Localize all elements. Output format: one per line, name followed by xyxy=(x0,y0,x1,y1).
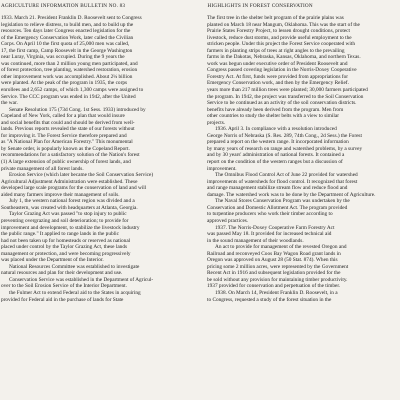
text-line: National Resources Committee was established to investigate xyxy=(9,263,140,270)
text-line: for improving it. The Forest Service therefore prepared and xyxy=(1,132,127,139)
text-line: provided for Federal aid in the purchase of lands for State xyxy=(1,296,124,303)
text-line: George Norris of Nebraska (S. Res. 289, 74th Cong., 2d Sess.) the Forest xyxy=(207,132,362,139)
text-line: Service to be continued as an activity of the soil conservation districts. xyxy=(207,100,357,107)
text-line: Recent Act in 1916 and subsequent legislation provided for the xyxy=(207,270,341,277)
text-line: and by 30 years' administration of national forests. It contained a xyxy=(207,152,345,159)
text-columns xyxy=(0,15,400,303)
header-left: AGRICULTURE INFORMATION BULLETIN NO. 83 xyxy=(1,3,126,9)
text-line: Conservation Service was established in the Department of Agricul- xyxy=(9,276,154,283)
text-line: farms in the Dakotas, Nebraska, Kansas, Oklahoma, and northern Texas. xyxy=(207,54,361,61)
text-line: other improvement work was accomplished. About 2¼ billion xyxy=(1,73,133,80)
text-line: other countries to study the shelter belts with a view to similar xyxy=(207,113,339,120)
text-line: be sold without any provision for maintaining timber productivity. xyxy=(207,276,348,283)
text-line: preventing overgrazing and soil deterioration; to provide for xyxy=(1,217,129,224)
text-line: natural resources and plan for their development and use. xyxy=(1,270,123,277)
text-line: improvements of watersheds for flood control. It recognized that forest xyxy=(207,178,358,185)
text-line: (1) A large extension of public ownership of forest lands, and xyxy=(1,159,131,166)
right-column xyxy=(195,15,400,303)
text-line: Taylor Grazing Act was passed "to stop injury to public xyxy=(9,211,127,218)
text-line: Conservation and Domestic Allotment Act. The program provided xyxy=(207,204,348,211)
text-line: was placed under the Department of the Interior. xyxy=(1,257,104,264)
text-line: planted on March 18 near Mangum, Oklahoma. This was the start of the xyxy=(207,21,360,28)
text-line: enrollees and 2,652 camps, of which 1,300 camps were assigned to xyxy=(1,87,144,94)
text-line: The Naval Stores Conservation Program was undertaken by the xyxy=(215,198,350,205)
text-line: and social benefits that could and should be derived from well- xyxy=(1,119,135,126)
text-line: projects. xyxy=(207,119,226,126)
text-line: by many years of research on range and watershed problems, by a survey xyxy=(207,145,363,152)
text-line: pricing some 2 million acres, were represented by the Government xyxy=(207,263,349,270)
text-line: damage. The watershed work was to be done by the Department of Agriculture. xyxy=(207,191,376,198)
text-line: developed large scale programs for the conservation of land and will xyxy=(1,185,147,192)
text-line: years more than 217 million trees were planted; 30,000 farmers participated xyxy=(207,87,368,94)
text-line: Forestry Act. At first, funds were provided from appropriations for xyxy=(207,73,349,80)
text-line: had not been taken up for homesteads or reserved as national xyxy=(1,237,131,244)
text-line: 1937 provided for conservation and perpetuation of the timber. xyxy=(207,283,341,290)
left-column xyxy=(0,15,195,303)
text-line: report on the condition of the western ranges but a discussion of xyxy=(207,159,343,166)
text-line: were planted. At the peak of the program in 1935, the corps xyxy=(1,80,128,87)
running-header xyxy=(0,3,400,15)
text-line: by Senate order, is popularly known as the Copeland Report. xyxy=(1,145,130,152)
text-line: private management of all forest lands. xyxy=(1,165,84,172)
text-line: 1937. The Norris-Doxey Cooperative Farm Forestry Act xyxy=(215,224,335,231)
text-line: Agricultural Adjustment Administration were established. These xyxy=(1,178,138,185)
text-line: recommendations for a satisfactory solution of the Nation's forest xyxy=(1,152,140,159)
text-line: 1938. On March 14, President Franklin D. Roosevelt, in a xyxy=(215,289,338,296)
text-line: 1933. March 21. President Franklin D. Roosevelt sent to Congress xyxy=(1,15,142,21)
text-line: Congress passed covering legislation in the Norris-Doxey Cooperative xyxy=(207,67,357,74)
text-line: the public range." It applied to range lands in the public xyxy=(1,231,119,238)
text-line: management or protection, and were becoming progressively xyxy=(1,250,131,257)
text-line: the war. xyxy=(1,100,18,107)
text-line: near Luray, Virginia, was occupied. During the 9 years the xyxy=(1,54,125,61)
text-line: July 1, the western national forest region was divided and a xyxy=(9,198,135,205)
text-line: the program. In 1942, the project was transferred to the Soil Conservation xyxy=(207,93,364,100)
text-line: livestock, reduce dust storms, and provide useful employment to the xyxy=(207,34,352,41)
text-line: work was begun under executive order of President Roosevelt and xyxy=(207,60,348,67)
text-line: of the Emergency Conservation Work, later called the Civilian xyxy=(1,34,134,41)
text-line: and range management stabilize stream flow and reduce flood and xyxy=(207,185,348,192)
text-line: aided many farmers improve their management of soils. xyxy=(1,191,120,198)
text-line: The Omnibus Flood Control Act of June 22 provided for watershed xyxy=(215,172,358,179)
text-line: Emergency Conservation work, and then by the Emergency Relief. xyxy=(207,80,349,87)
text-line: improvement. xyxy=(207,165,237,172)
text-line: approved practices. xyxy=(207,217,249,224)
text-line: Senate Resolution 175 (73d Cong. 1st Sess. 1933) introduced by xyxy=(9,106,146,113)
text-line: over to the Soil Erosion Service of the Interior Department. xyxy=(1,283,127,290)
text-line: farmers in planting strips of trees at right angles to the prevailing xyxy=(207,47,345,54)
text-line: to Congress, requested a study of the forest situation in the xyxy=(207,296,332,303)
text-line: Prairie States Forestry Project, to lessen drought conditions, protect xyxy=(207,28,350,35)
header-right: HIGHLIGHTS IN FOREST CONSERVATION xyxy=(207,3,313,9)
text-line: 17, the first camp, Camp Roosevelt in the George Washington xyxy=(1,47,133,54)
text-line: in the sound management of their woodlands. xyxy=(207,237,304,244)
text-line: Service. The CCC program was ended in 1942, after the United xyxy=(1,93,136,100)
text-line: prepared a report on the western range. It incorporated information xyxy=(207,139,349,146)
text-line: was continued, more than 2 million young men participated, and xyxy=(1,60,138,67)
text-line: was passed May 18. It provided for increased technical aid xyxy=(207,231,332,238)
text-line: benefits have already been derived from the program. Men from xyxy=(207,106,344,113)
text-line: 1936. April 3. In compliance with a resolution introduced xyxy=(215,126,337,133)
text-line: Corps. On April 10 the first quota of 25,000 men was called, xyxy=(1,41,130,48)
text-line: as "A National Plan for American Forestry." This monumental xyxy=(1,139,133,146)
text-line: resources. Ten days later Congress enacted legislation for the xyxy=(1,28,131,35)
text-line: Copeland of New York, called for a plan that would insure xyxy=(1,113,125,120)
text-line: legislation to relieve distress, to build men, and to build up the xyxy=(1,21,134,28)
text-line: Erosion Service (which later became the Soil Conservation Service) xyxy=(9,172,154,179)
text-line: placed under control by the Taylor Grazing Act, these lands xyxy=(1,244,128,251)
text-line: lands. Previous reports revealed the state of our forests without xyxy=(1,126,135,133)
text-line: Southeastern, was created with headquarters at Atlanta, Georgia. xyxy=(1,204,138,211)
text-line: Oregon was approved on August 28 (50 Stat. 874). When this xyxy=(207,257,338,264)
text-line: An act to provide for management of the revested Oregon and xyxy=(215,244,347,251)
text-line: of forest protection, tree planting, watershed restoration, erosion xyxy=(1,67,138,74)
text-line: the Fulmer Act to extend Federal aid to the States in acquiring xyxy=(9,289,141,296)
text-line: to turpentine producers who work their timber according to xyxy=(207,211,333,218)
text-line: improvement and development, to stabilize the livestock industry xyxy=(1,224,140,231)
text-line: Railroad and reconveyed Coos Bay Wagon Road grant lands in xyxy=(207,250,341,257)
text-line: The first tree in the shelter belt program of the prairie plains was xyxy=(207,15,344,21)
text-line: stricken people. Under this project the Forest Service cooperated with xyxy=(207,41,355,48)
